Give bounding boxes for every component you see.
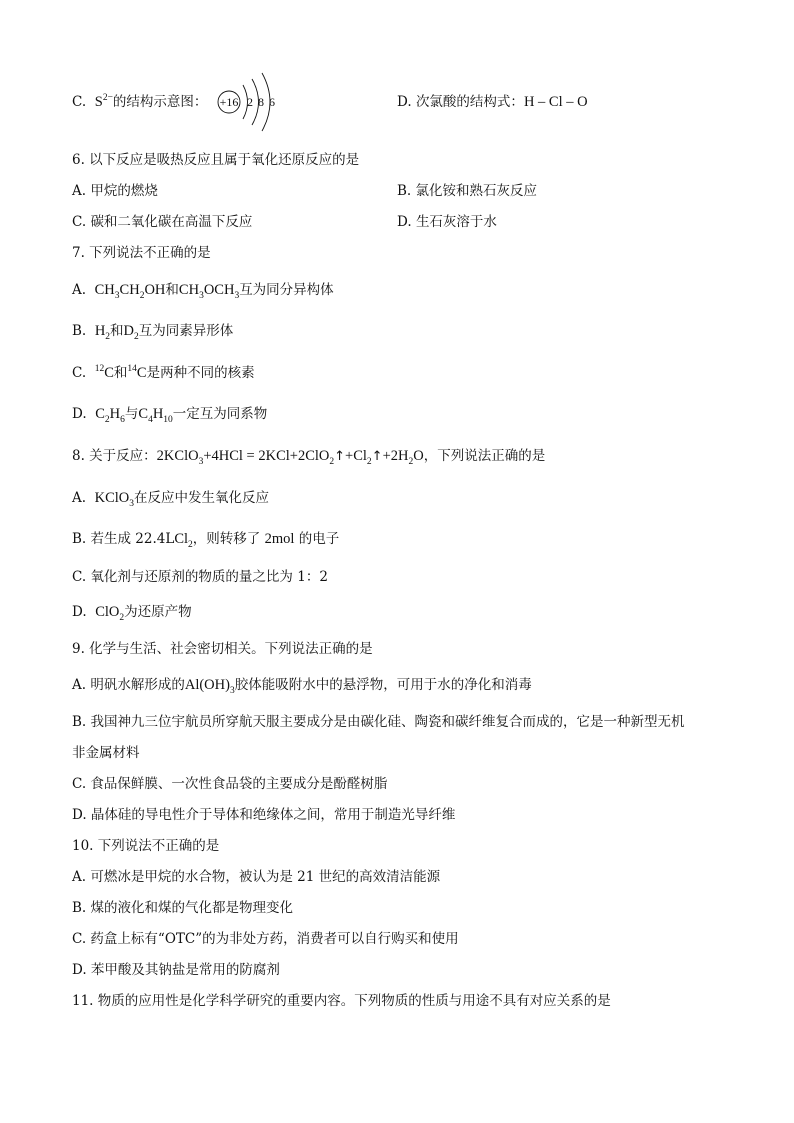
q8-stem: 8. 关于反应：2KClO$_3$+4HCl = $2KCl+2ClO_2↑+Cl_2↑+2H_2O$，下列说法正确的是 — [72, 448, 546, 467]
ethanol-formula: $CH_3CH_2OH$ — [94, 282, 166, 301]
q7-option-c: C. $^{12}$C和$^{14}$C是两种不同的核素 — [72, 364, 255, 381]
q5-option-d: D. 次氯酸的结构式：H – Cl – O — [397, 94, 588, 110]
q8-option-a: A. KClO$_3$在反应中发生氧化反应 — [72, 490, 270, 509]
dimethyl-ether-formula: $CH_3OCH_3$ — [178, 282, 240, 301]
q9-option-b-line1: B. 我国神九三位宇航员所穿航天服主要成分是由碳化硅、陶瓷和碳纤维复合而成的，它是一种新型无机 — [72, 714, 685, 730]
shell-3-electrons: 6 — [269, 95, 275, 109]
q6-option-c: C. 碳和二氧化碳在高温下反应 — [72, 214, 253, 230]
q7-stem: 7. 下列说法不正确的是 — [72, 245, 211, 261]
shell-2-electrons: 8 — [258, 95, 264, 109]
q9-option-d: D. 晶体硅的导电性介于导体和绝缘体之间，常用于制造光导纤维 — [72, 807, 456, 823]
q7-option-a: A. $CH_3CH_2OH$和$CH_3OCH_3$互为同分异构体 — [72, 282, 334, 301]
q6-option-d: D. 生石灰溶于水 — [397, 214, 497, 230]
q10-option-a: A. 可燃冰是甲烷的水合物，被认为是 21 世纪的高效清洁能源 — [72, 869, 441, 885]
q8-option-d: D. ClO$_2$为还原产物 — [72, 604, 192, 623]
q10-option-b: B. 煤的液化和煤的气化都是物理变化 — [72, 900, 294, 916]
q10-option-c: C. 药盒上标有“OTC”的为非处方药，消费者可以自行购买和使用 — [72, 931, 459, 947]
sulfide-atomic-structure-diagram — [216, 75, 286, 133]
q6-option-b: B. 氯化铵和熟石灰反应 — [397, 183, 538, 199]
hypochlorous-acid-formula: H – Cl – O — [523, 94, 588, 110]
q9-option-b-line2: 非金属材料 — [72, 745, 140, 761]
q7-option-b: B. $H_2$和$D_2$互为同素异形体 — [72, 323, 234, 342]
q6-option-a: A. 甲烷的燃烧 — [72, 183, 158, 199]
q9-option-c: C. 食品保鲜膜、一次性食品袋的主要成分是酚醛树脂 — [72, 776, 388, 792]
q9-stem: 9. 化学与生活、社会密切相关。下列说法正确的是 — [72, 641, 373, 657]
q11-stem: 11. 物质的应用性是化学科学研究的重要内容。下列物质的性质与用途不具有对应关系的是 — [72, 993, 611, 1009]
shell-1-electrons: 2 — [247, 95, 253, 109]
q5-option-c: C. $S^{2-}$的结构示意图： — [72, 93, 208, 110]
q8-option-c: C. 氧化剂与还原剂的物质的量之比为 1：2 — [72, 569, 328, 585]
q7-option-d: D. $C_2H_6$与$C_4H_{10}$一定互为同系物 — [72, 406, 268, 425]
q10-option-d: D. 苯甲酸及其钠盐是常用的防腐剂 — [72, 962, 280, 978]
nucleus-charge: +16 — [219, 95, 239, 109]
q6-stem: 6. 以下反应是吸热反应且属于氧化还原反应的是 — [72, 152, 360, 168]
q8-option-b: B. 若生成 22.4LCl$_2$，则转移了 2mol 的电子 — [72, 531, 340, 550]
q9-option-a: A. 明矾水解形成的$Al(OH)_3$胶体能吸附水中的悬浮物，可用于水的净化和消毒 — [72, 677, 532, 696]
sulfide-ion: $S^{2-}$ — [94, 93, 113, 110]
q10-stem: 10. 下列说法不正确的是 — [72, 838, 220, 854]
reaction-equation: 2KClO$_3$+4HCl = $2KCl+2ClO_2↑+Cl_2↑+2H_2O$ — [156, 448, 424, 467]
